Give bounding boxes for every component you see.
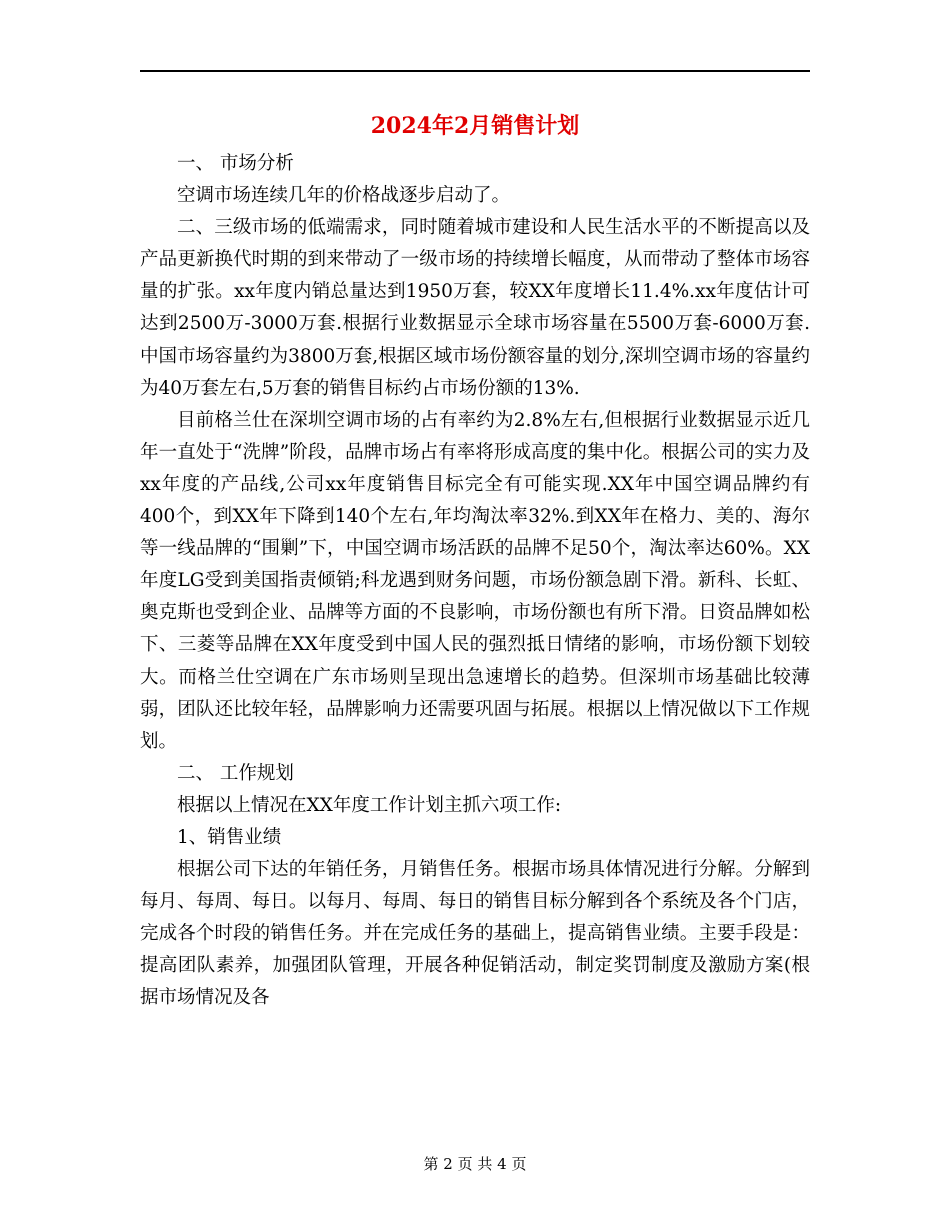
heading-market-analysis: 一、 市场分析 — [177, 153, 294, 174]
paragraph: 目前格兰仕在深圳空调市场的占有率约为2.8%左右,但根据行业数据显示近几年一直处于“洗牌”阶段，品牌市场占有率将形成高度的集中化。根据公司的实力及xx年度的产品线,公司xx年度销售目标完全有可能实现.XX年中国空调品牌约有400个，到XX年下降到140个左右,年均淘汰率32%.到XX年在格力、美的、海尔等一线品牌的“围剿”下，中国空调市场活跃的品牌不足50个，淘汰率达60%。XX年度LG受到美国指责倾销;科龙遇到财务问题，市场份额急剧下滑。新科、长虹、奥克斯也受到企业、品牌等方面的不良影响，市场份额也有所下滑。日资品牌如松下、三菱等品牌在XX年度受到中国人民的强烈抵日情绪的影响，市场份额下划较大。而格兰仕空调在广东市场则呈现出急速增长的趋势。但深圳市场基础比较薄弱，团队还比较年轻，品牌影响力还需要巩固与拓展。根据以上情况做以下工作规划。 — [140, 409, 810, 752]
paragraph: 根据公司下达的年销任务，月销售任务。根据市场具体情况进行分解。分解到每月、每周、每日。以每月、每周、每日的销售目标分解到各个系统及各个门店，完成各个时段的销售任务。并在完成任务的基础上，提高销售业绩。主要手段是：提高团队素养，加强团队管理，开展各种促销活动，制定奖罚制度及激励方案(根据市场情况及各 — [140, 859, 810, 1009]
paragraph: 二、三级市场的低端需求，同时随着城市建设和人民生活水平的不断提高以及产品更新换代时期的到来带动了一级市场的持续增长幅度，从而带动了整体市场容量的扩张。xx年度内销总量达到1950万套，较XX年度增长11.4%.xx年度估计可达到2500万-3000万套.根据行业数据显示全球市场容量在5500万套-6000万套.中国市场容量约为3800万套,根据区域市场份额容量的划分,深圳空调市场的容量约为40万套左右,5万套的销售目标约占市场份额的13%. — [140, 217, 810, 399]
document-body — [140, 148, 810, 1015]
header-rule — [140, 70, 810, 72]
heading-work-plan: 二、 工作规划 — [177, 762, 294, 784]
document-title: 2024年2月销售计划 — [370, 113, 580, 139]
paragraph: 空调市场连续几年的价格战逐步启动了。 — [177, 185, 511, 207]
heading-sales-performance: 1、销售业绩 — [177, 826, 282, 848]
paragraph: 根据以上情况在XX年度工作计划主抓六项工作: — [177, 794, 562, 816]
page-footer: 第 2 页 共 4 页 — [423, 1155, 527, 1173]
